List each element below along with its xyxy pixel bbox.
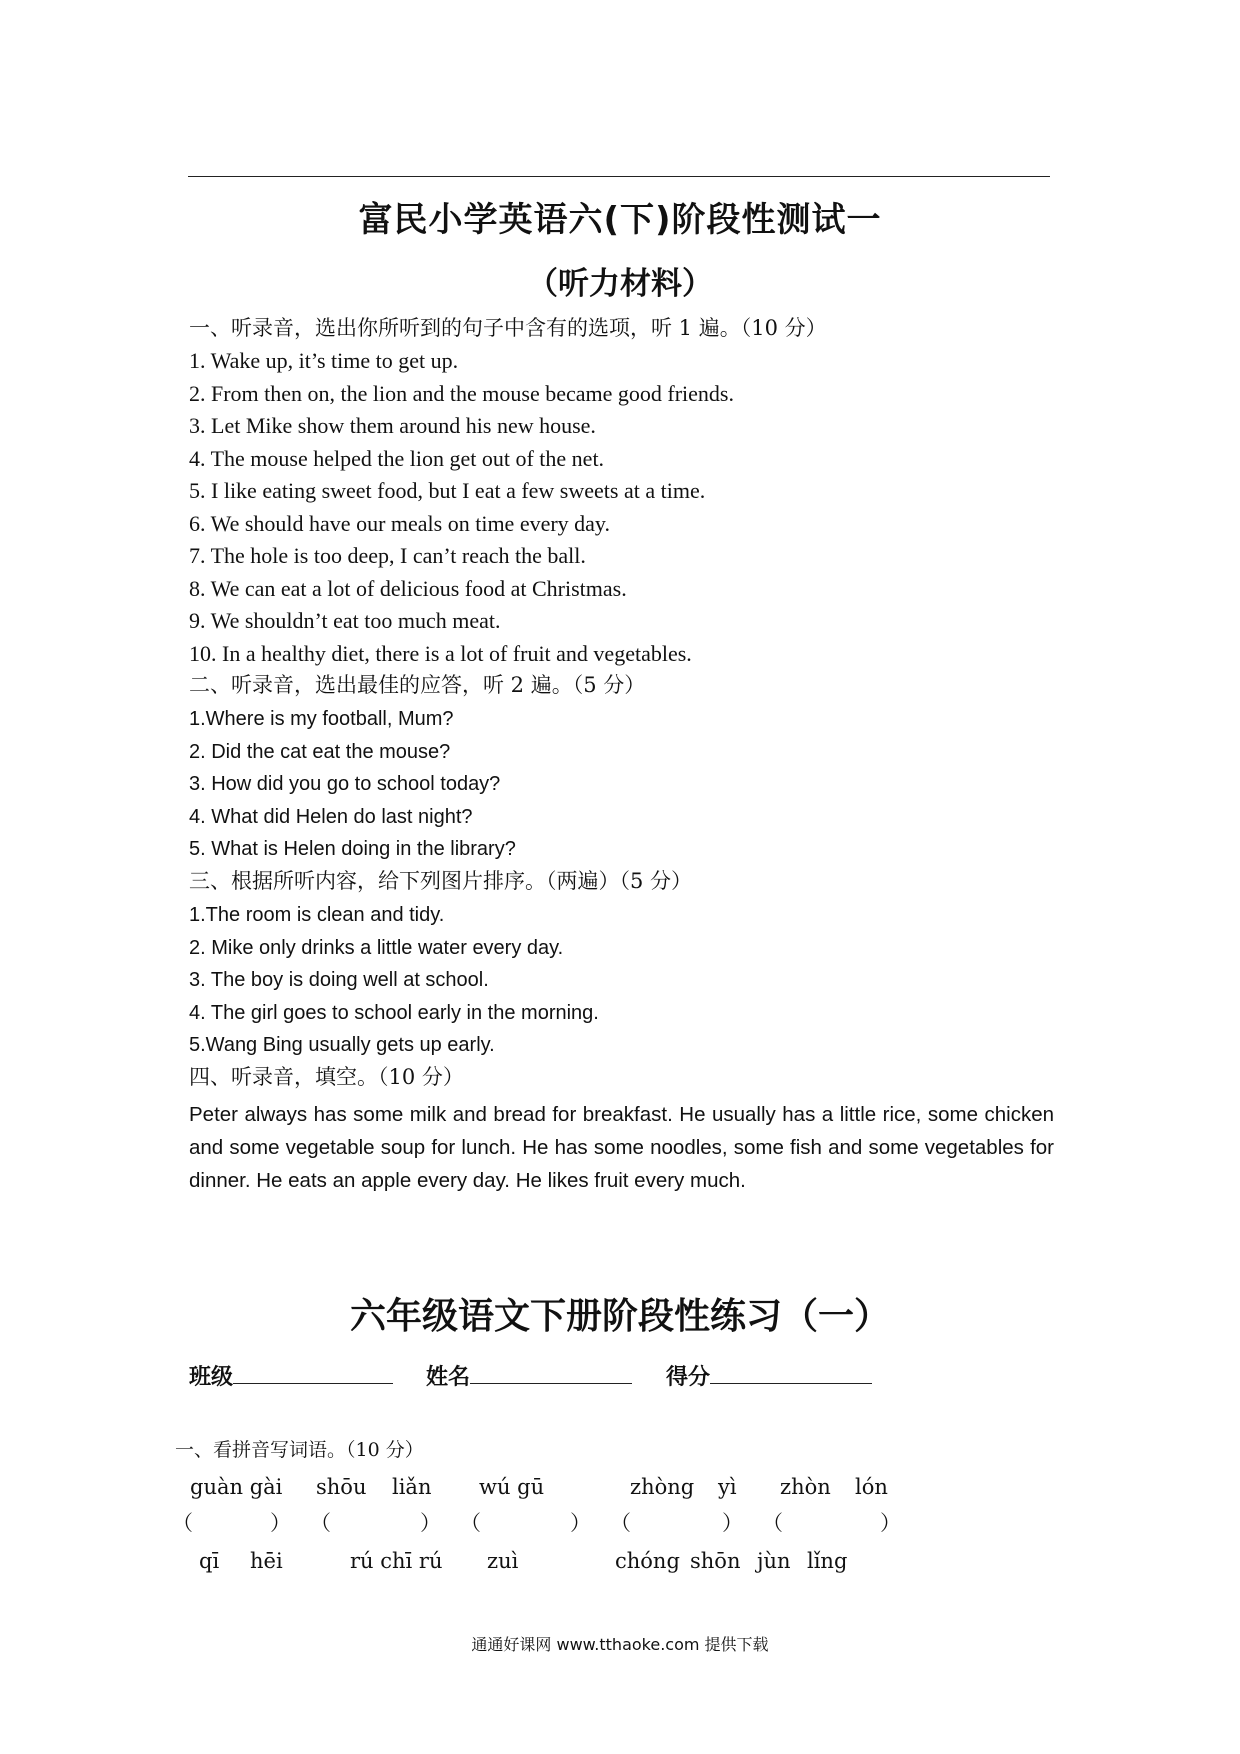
- pinyin: shōu: [316, 1475, 367, 1499]
- section-1-item: 6. We should have our meals on time every day.: [189, 511, 611, 536]
- section-1-item: 3. Let Mike show them around his new house.: [189, 413, 596, 438]
- pinyin: zhòn: [780, 1475, 831, 1499]
- pinyin: zuì: [487, 1549, 519, 1573]
- pinyin: shōn: [690, 1549, 741, 1573]
- answer-bracket-open: （: [610, 1511, 631, 1535]
- answer-bracket-open: （: [310, 1511, 331, 1535]
- section-1-item: 8. We can eat a lot of delicious food at Christmas.: [189, 576, 627, 601]
- pinyin: liǎn: [392, 1475, 432, 1499]
- pinyin: jùn: [757, 1549, 791, 1573]
- section-1-item: 10. In a healthy diet, there is a lot of fruit and vegetables.: [189, 641, 692, 666]
- pinyin: lón: [855, 1475, 888, 1499]
- section-2-item: 1.Where is my football, Mum?: [189, 708, 454, 730]
- pinyin: wú gū: [479, 1475, 545, 1499]
- name-blank: [470, 1365, 632, 1384]
- score-blank: [710, 1365, 872, 1384]
- section-1-item: 7. The hole is too deep, I can’t reach the ball.: [189, 543, 586, 568]
- answer-bracket-close: ）: [270, 1511, 291, 1535]
- pinyin: lǐng: [807, 1549, 848, 1573]
- class-blank: [233, 1365, 393, 1384]
- pinyin: qī: [199, 1549, 220, 1573]
- footer-text: 通通好课网 www.tthaoke.com 提供下载: [471, 1635, 769, 1654]
- section-3-item: 4. The girl goes to school early in the morning.: [189, 1002, 599, 1024]
- top-rule: [188, 176, 1050, 177]
- answer-bracket-close: ）: [722, 1511, 743, 1535]
- section-2-item: 2. Did the cat eat the mouse?: [189, 741, 451, 763]
- answer-bracket-open: （: [762, 1511, 783, 1535]
- section-4-passage: Peter always has some milk and bread for breakfast. He usually has a little rice, some chicken and some vegetable soup for lunch. He has some noodles, some fish and some vegetables for dinner. He eats an apple every day. He likes fruit every much.: [189, 1103, 1054, 1192]
- section-2-item: 4. What did Helen do last night?: [189, 806, 473, 828]
- score-field: [666, 1360, 872, 1391]
- section-4-heading: 四、听录音，填空。（10 分）: [189, 1065, 464, 1089]
- pinyin: zhòng: [630, 1475, 695, 1499]
- section-3-item: 1.The room is clean and tidy.: [189, 904, 445, 926]
- section-1-item: 9. We shouldn’t eat too much meat.: [189, 608, 501, 633]
- section-2-heading: 二、听录音，选出最佳的应答，听 2 遍。（5 分）: [189, 673, 646, 697]
- section-1-item: 5. I like eating sweet food, but I eat a few sweets at a time.: [189, 478, 706, 503]
- class-label: 班级: [189, 1365, 234, 1390]
- answer-bracket-open: （: [172, 1511, 193, 1535]
- name-field: [426, 1360, 632, 1391]
- section-2-item: 5. What is Helen doing in the library?: [189, 838, 516, 860]
- chinese-section-1-heading: 一、看拼音写词语。（10 分）: [175, 1439, 424, 1461]
- section-1-item: 1. Wake up, it’s time to get up.: [189, 348, 459, 373]
- english-test-title: 富民小学英语六(下)阶段性测试一: [358, 200, 882, 240]
- score-label: 得分: [666, 1365, 711, 1390]
- class-field: [189, 1360, 393, 1391]
- pinyin: yì: [718, 1475, 737, 1499]
- section-3-item: 3. The boy is doing well at school.: [189, 969, 489, 991]
- section-3-item: 2. Mike only drinks a little water every day.: [189, 937, 564, 959]
- section-3-heading: 三、根据所听内容，给下列图片排序。（两遍）（5 分）: [189, 869, 693, 893]
- section-1-item: 4. The mouse helped the lion get out of the net.: [189, 446, 605, 471]
- section-1-heading: 一、听录音，选出你所听到的句子中含有的选项，听 1 遍。（10 分）: [189, 316, 827, 340]
- pinyin: hēi: [250, 1549, 283, 1573]
- chinese-test-title: 六年级语文下册阶段性练习（一）: [349, 1296, 890, 1337]
- section-3-item: 5.Wang Bing usually gets up early.: [189, 1034, 495, 1056]
- section-2-item: 3. How did you go to school today?: [189, 773, 501, 795]
- english-test-subtitle: （听力材料）: [527, 266, 713, 302]
- pinyin: chóng: [615, 1549, 680, 1573]
- answer-bracket-close: ）: [420, 1511, 441, 1535]
- answer-bracket-close: ）: [570, 1511, 591, 1535]
- section-1-item: 2. From then on, the lion and the mouse became good friends.: [189, 381, 734, 406]
- pinyin: guàn gài: [190, 1475, 283, 1499]
- pinyin: rú chī rú: [350, 1549, 443, 1573]
- answer-bracket-close: ）: [880, 1511, 901, 1535]
- name-label: 姓名: [426, 1365, 471, 1390]
- answer-bracket-open: （: [460, 1511, 481, 1535]
